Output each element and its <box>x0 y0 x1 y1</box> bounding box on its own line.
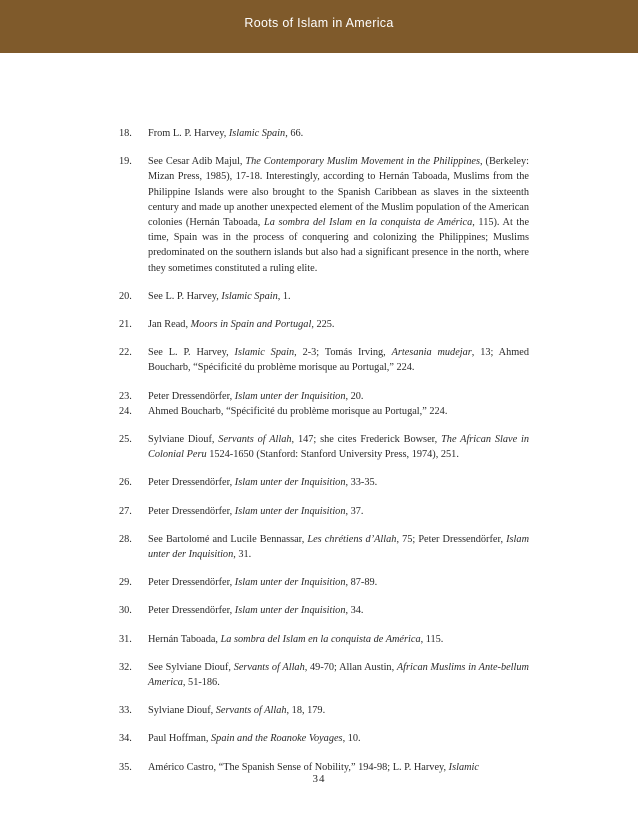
endnote-29 <box>119 575 529 590</box>
endnote-number: 34. <box>119 733 132 745</box>
endnote-text: Hernán Taboada, La sombra del Islam en la conquista de América, 115. <box>148 633 444 645</box>
endnote-text: Peter Dressendörfer, Islam unter der Inquisition, 87-89. <box>148 577 378 589</box>
endnote-number: 25. <box>119 434 132 446</box>
endnote-number: 20. <box>119 290 132 302</box>
endnote-28 <box>119 532 529 562</box>
running-header-title: Roots of Islam in America <box>244 16 394 30</box>
endnote-text: See L. P. Harvey, Islamic Spain, 2-3; Tomás Irving, Artesania mudejar, 13; Ahmed Boucharb, “Spécificité du problème morisque au Portugal,” 224. <box>148 347 529 374</box>
endnote-number: 22. <box>119 347 132 359</box>
endnote-number: 30. <box>119 605 132 617</box>
endnote-text: See Sylviane Diouf, Servants of Allah, 49-70; Allan Austin, African Muslims in Ante-bellum America, 51-186. <box>148 661 529 689</box>
endnote-number: 19. <box>119 156 132 168</box>
endnote-20 <box>119 289 529 304</box>
page-number: 34 <box>312 773 326 785</box>
endnote-text: Paul Hoffman, Spain and the Roanoke Voyages, 10. <box>148 733 361 745</box>
endnote-22 <box>119 345 529 375</box>
endnote-23 <box>119 389 529 404</box>
endnote-text: Sylviane Diouf, Servants of Allah, 18, 179. <box>148 705 326 717</box>
endnotes-list <box>119 126 529 775</box>
endnote-34 <box>119 731 529 746</box>
endnote-number: 21. <box>119 319 132 331</box>
endnote-number: 24. <box>119 405 132 417</box>
endnote-32 <box>119 660 529 690</box>
endnote-number: 27. <box>119 505 132 517</box>
endnote-number: 26. <box>119 477 132 489</box>
endnote-text: See L. P. Harvey, Islamic Spain, 1. <box>148 290 291 302</box>
endnote-27 <box>119 504 529 519</box>
endnote-text: Américo Castro, “The Spanish Sense of Nobility,” 194-98; L. P. Harvey, Islamic <box>148 761 479 773</box>
endnote-text: Peter Dressendörfer, Islam unter der Inquisition, 37. <box>148 505 364 517</box>
endnote-33 <box>119 703 529 718</box>
endnote-25 <box>119 432 529 462</box>
endnote-text: See Bartolomé and Lucile Bennassar, Les chrétiens d’Allah, 75; Peter Dressendörfer, Islam unter der Inquisition, 31. <box>148 533 530 561</box>
running-header-bar <box>0 0 638 53</box>
endnote-18 <box>119 126 529 141</box>
endnote-number: 18. <box>119 128 132 139</box>
endnote-text: Sylviane Diouf, Servants of Allah, 147; she cites Frederick Bowser, The African Slave in Colonial Peru 1524-1650 (Stanford: Stanford University Press, 1974), 251. <box>148 434 529 461</box>
endnote-text: Jan Read, Moors in Spain and Portugal, 225. <box>148 319 335 331</box>
endnote-number: 31. <box>119 633 132 645</box>
endnote-19 <box>119 154 529 276</box>
endnote-number: 35. <box>119 761 132 773</box>
endnote-text: Peter Dressendörfer, Islam unter der Inquisition, 34. <box>148 605 364 617</box>
endnote-text: From L. P. Harvey, Islamic Spain, 66. <box>148 128 304 139</box>
endnote-number: 32. <box>119 661 132 673</box>
endnote-text: Peter Dressendörfer, Islam unter der Inquisition, 33-35. <box>148 477 378 489</box>
endnote-24 <box>119 404 529 419</box>
endnote-number: 28. <box>119 533 132 545</box>
endnote-31 <box>119 632 529 647</box>
endnote-number: 33. <box>119 705 132 717</box>
endnote-text: Ahmed Boucharb, “Spécificité du problème morisque au Portugal,” 224. <box>148 405 448 417</box>
endnote-number: 23. <box>119 390 132 402</box>
endnote-text: Peter Dressendörfer, Islam unter der Inquisition, 20. <box>148 390 364 402</box>
endnote-text: See Cesar Adib Majul, The Contemporary Muslim Movement in the Philippines, (Berkeley: Mizan Press, 1985), 17-18. Interestingly, according to Hernán Taboada, Muslims from the Philippine Islands were also brought to the Spanish Caribbean as slaves in the sixteenth century and made up another unexpected element of the Muslim population of the American colonies (Hernán Taboada, La sombra del Islam en la conquista de América, 115). At the time, Spain was in the process of conquering and colonizing the Philippines; Muslims predominated on the southern islands but also had a significant presence in the north, where they sometimes constituted a ruling elite. <box>148 156 530 274</box>
endnote-21 <box>119 317 529 332</box>
endnote-number: 29. <box>119 577 132 589</box>
endnote-30 <box>119 603 529 618</box>
endnote-26 <box>119 475 529 490</box>
